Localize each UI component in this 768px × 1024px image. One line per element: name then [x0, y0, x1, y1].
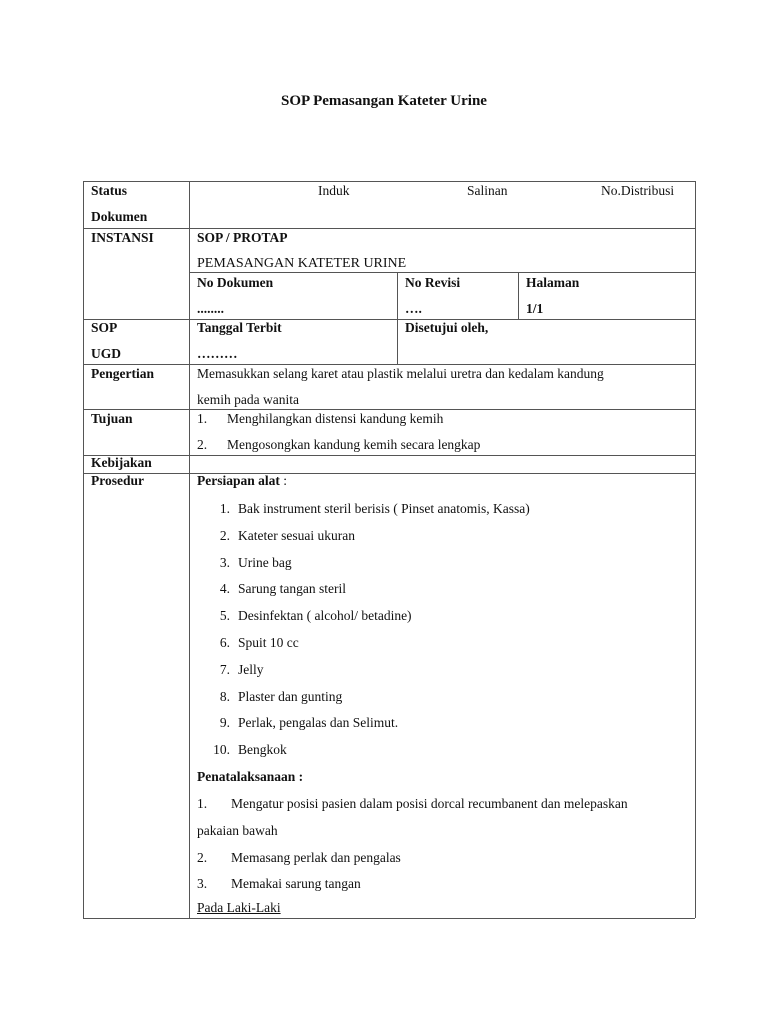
sop-ugd-label: SOP UGD — [91, 320, 121, 361]
list-item: 2. Kateter sesuai ukuran — [219, 527, 355, 543]
tujuan-item: 2. Mengosongkan kandung kemih secara lengkap — [197, 437, 481, 452]
persiapan-alat-list — [210, 496, 530, 764]
list-item-continuation: pakaian bawah — [197, 822, 278, 838]
persiapan-heading: Persiapan alat : — [197, 473, 288, 488]
status-no-distribusi: No.Distribusi — [601, 183, 675, 198]
document-title: SOP Pemasangan Kateter Urine — [281, 93, 487, 109]
list-item: 1. Bak instrument steril berisis ( Pinset anatomis, Kassa) — [219, 501, 530, 516]
pengertian-text: Memasukkan selang karet atau plastik melalui uretra dan kedalam kandung kemih pada wanita — [197, 366, 604, 407]
prosedur-label: Prosedur — [91, 473, 144, 488]
sop-name-line: PEMASANGAN KATETER URINE — [197, 256, 407, 271]
instansi-label: INSTANSI — [91, 230, 154, 245]
no-dokumen-cell: No Dokumen ........ — [197, 275, 274, 316]
status-induk: Induk — [318, 183, 350, 198]
list-item: 10. Bengkok — [213, 742, 287, 758]
penatalaksanaan-steps — [197, 791, 628, 898]
list-item: 2. Memasang perlak dan pengalas — [197, 849, 401, 865]
status-salinan: Salinan — [467, 183, 508, 198]
list-item: 8. Plaster dan gunting — [219, 688, 343, 704]
no-revisi-cell: No Revisi …. — [405, 275, 461, 316]
list-item: 6. Spuit 10 cc — [219, 634, 299, 650]
pengertian-label: Pengertian — [91, 366, 154, 381]
list-item: 9. Perlak, pengalas dan Selimut. — [219, 715, 399, 731]
halaman-cell: Halaman 1/1 — [526, 275, 580, 316]
tujuan-list — [197, 406, 480, 458]
list-item: 1. Mengatur posisi pasien dalam posisi dorcal recumbanent dan melepaskan — [197, 796, 628, 811]
status-dokumen-label: Status Dokumen — [91, 183, 148, 224]
kebijakan-label: Kebijakan — [91, 455, 152, 470]
tujuan-label: Tujuan — [91, 411, 133, 426]
tujuan-item: 1. Menghilangkan distensi kandung kemih — [197, 411, 444, 426]
penatalaksanaan-heading: Penatalaksanaan : — [197, 769, 304, 784]
pada-laki-laki-subheading: Pada Laki-Laki — [197, 900, 281, 915]
sop-protap-line: SOP / PROTAP — [197, 230, 288, 245]
list-item: 3. Urine bag — [219, 554, 292, 570]
tanggal-terbit-cell: Tanggal Terbit ……… — [197, 320, 282, 361]
list-item: 4. Sarung tangan steril — [219, 581, 346, 597]
list-item: 7. Jelly — [219, 661, 264, 677]
list-item: 3. Memakai sarung tangan — [197, 876, 361, 892]
list-item: 5. Desinfektan ( alcohol/ betadine) — [219, 608, 412, 624]
disetujui-oleh: Disetujui oleh, — [405, 320, 489, 335]
